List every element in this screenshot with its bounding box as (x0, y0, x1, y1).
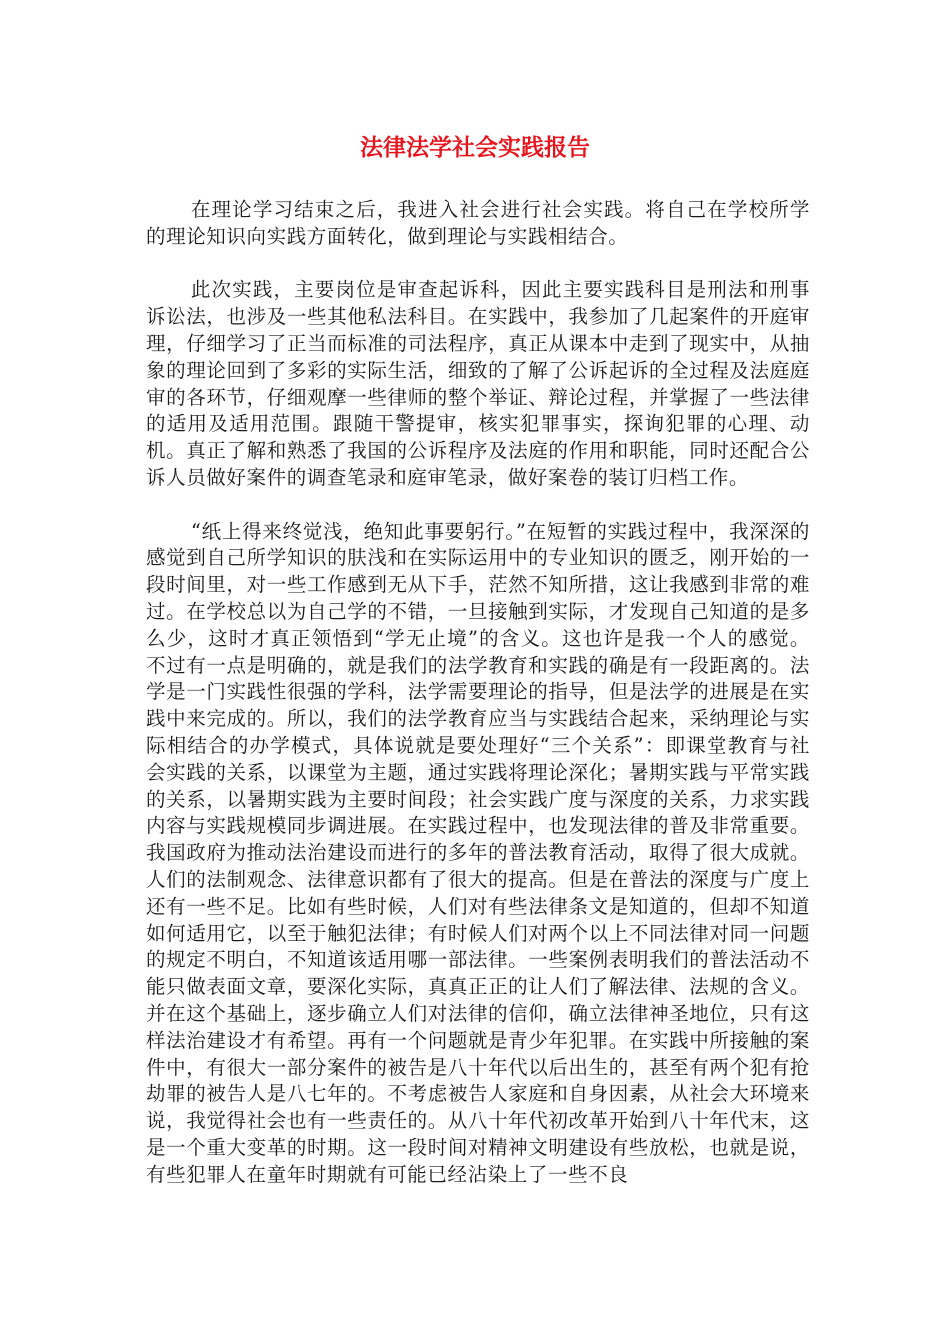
document-body (146, 197, 810, 1215)
paragraph-2: 此次实践，主要岗位是审查起诉科，因此主要实践科目是刑法和刑事诉讼法，也涉及一些其他私法科目。在实践中，我参加了几起案件的开庭审理，仔细学习了正当而标准的司法程序，真正从课本中走到了现实中，从抽象的理论回到了多彩的实际生活，细致的了解了公诉起诉的全过程及法庭庭审的各环节，仔细观摩一些律师的整个举证、辩论过程，并掌握了一些法律的适用及适用范围。跟随干警提审，核实犯罪事实，探询犯罪的心理、动机。真正了解和熟悉了我国的公诉程序及法庭的作用和职能，同时还配合公诉人员做好案件的调查笔录和庭审笔录，做好案卷的装订归档工作。 (146, 278, 810, 489)
paragraph-1: 在理论学习结束之后，我进入社会进行社会实践。将自己在学校所学的理论知识向实践方面转化，做到理论与实践相结合。 (146, 198, 810, 248)
paragraph-3: “纸上得来终觉浅，绝知此事要躬行。”在短暂的实践过程中，我深深的感觉到自己所学知识的肤浅和在实际运用中的专业知识的匮乏，刚开始的一段时间里，对一些工作感到无从下手，茫然不知所措，这让我感到非常的难过。在学校总以为自己学的不错，一旦接触到实际，才发现自己知道的是多么少，这时才真正领悟到“学无止境”的含义。这也许是我一个人的感觉。不过有一点是明确的，就是我们的法学教育和实践的确是有一段距离的。法学是一门实践性很强的学科，法学需要理论的指导，但是法学的进展是在实践中来完成的。所以，我们的法学教育应当与实践结合起来，采纳理论与实际相结合的办学模式，具体说就是要处理好“三个关系”：即课堂教育与社会实践的关系，以课堂为主题，通过实践将理论深化；暑期实践与平常实践的关系，以暑期实践为主要时间段；社会实践广度与深度的关系，力求实践内容与实践规模同步调进展。在实践过程中，也发现法律的普及非常重要。我国政府为推动法治建设而进行的多年的普法教育活动，取得了很大成就。人们的法制观念、法律意识都有了很大的提高。但是在普法的深度与广度上还有一些不足。比如有些时候，人们对有些法律条文是知道的，但却不知道如何适用它，以至于触犯法律；有时候人们对两个以上不同法律对同一问题的规定不明白，不知道该适用哪一部法律。一些案例表明我们的普法活动不能只做表面文章，要深化实际，真真正正的让人们了解法律、法规的含义。并在这个基础上，逐步确立人们对法律的信仰，确立法律神圣地位，只有这样法治建设才有希望。再有一个问题就是青少年犯罪。在实践中所接触的案件中，有很大一部分案件的被告是八十年代以后出生的，甚至有两个犯有抢劫罪的被告人是八七年的。不考虑被告人家庭和自身因素，从社会大环境来说，我觉得社会也有一些责任的。从八十年代初改革开始到八十年代末，这是一个重大变革的时期。这一段时间对精神文明建设有些放松，也就是说，有些犯罪人在童年时期就有可能已经沾染上了一些不良 (146, 519, 810, 1186)
document-title: 法律法学社会实践报告 (360, 135, 590, 161)
